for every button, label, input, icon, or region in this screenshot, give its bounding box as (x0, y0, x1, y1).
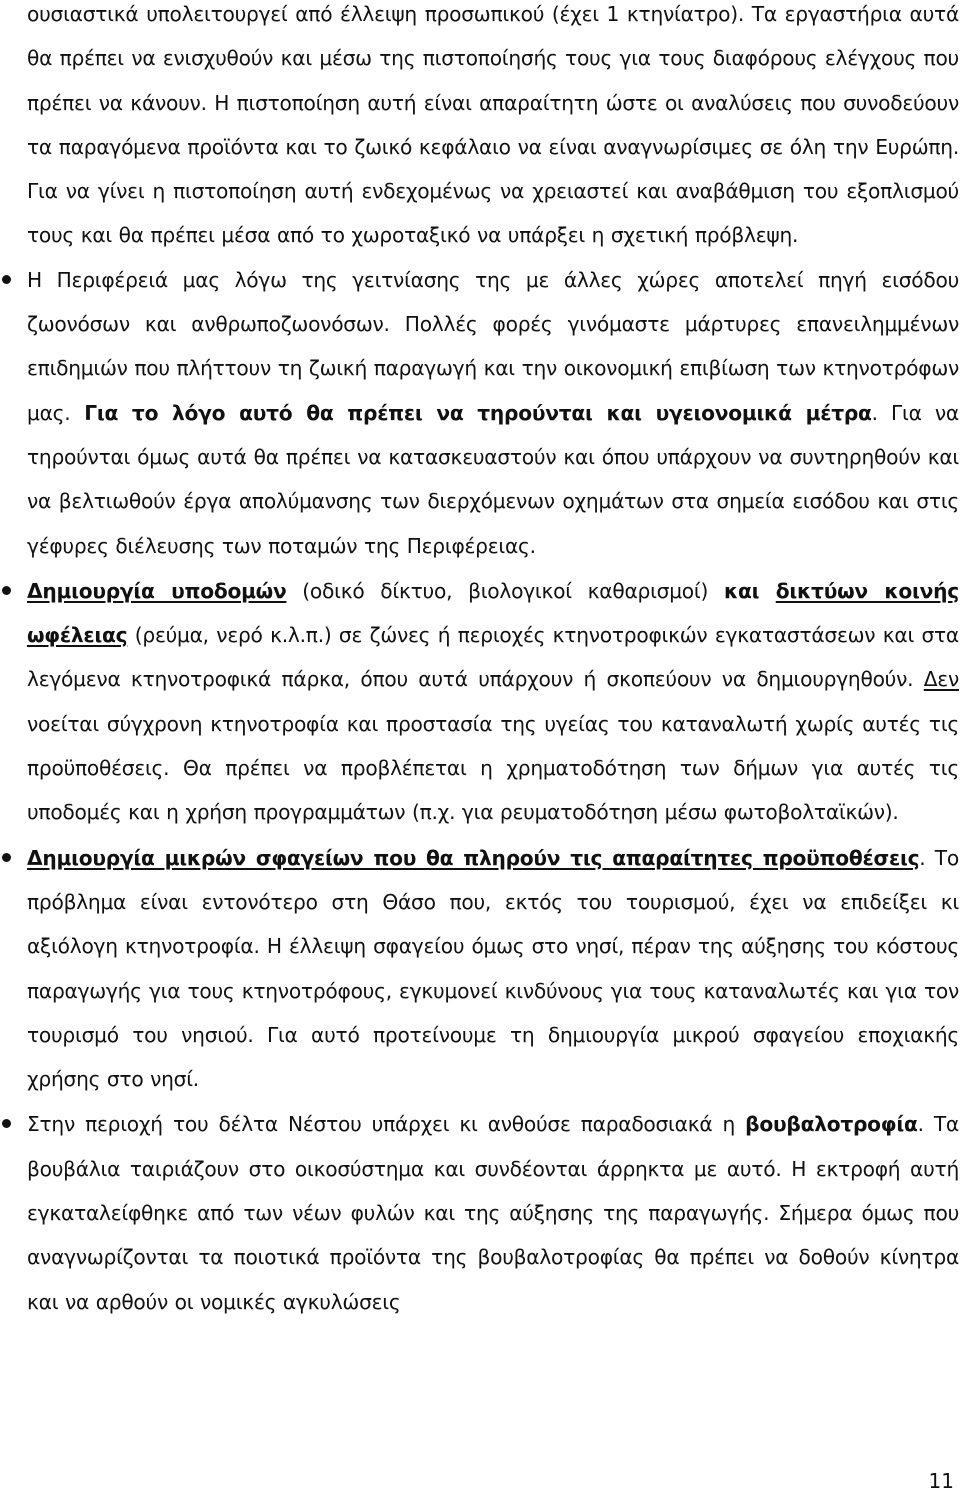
paragraph-text: Η Περιφέρειά μας λόγω της γειτνίασης της με άλλες χώρες αποτελεί πηγή εισόδου ζωονόσων και ανθρωποζωονόσων. Πολλές φορές γινόμαστε μάρτυρες επανειλημμένων επιδημιών που πλήττουν τη ζωική παραγωγή και την οικονομική επιβίωση των κτηνοτρόφων μας. (27, 267, 959, 425)
bold-text: και (723, 578, 776, 603)
bullet-paragraph (27, 258, 959, 568)
underlined-text: Δεν (923, 667, 959, 692)
paragraph-text: (ρεύμα, νερό κ.λ.π.) σε ζώνες ή περιοχές κτηνοτροφικών εγκαταστάσεων και στα λεγόμενα κτηνοτροφικά πάρκα, όπου αυτά υπάρχουν ή σκοπεύουν να δημιουργηθούν. (27, 623, 959, 692)
document-page (27, 0, 959, 1324)
bullet-icon (2, 586, 11, 595)
bold-underlined-text: δικτύων κοινής ωφέλειας (27, 578, 959, 648)
bullet-paragraph (27, 569, 959, 835)
bullet-icon (2, 275, 11, 284)
paragraph-text: . Το πρόβλημα είναι εντονότερο στη Θάσο που, εκτός του τουρισμού, έχει να επιδείξει κι αξιόλογη κτηνοτροφία. Η έλλειψη σφαγείου όμως στο νησί, πέραν της αύξησης του κόστους παραγωγής για τους κτηνοτρόφους, εγκυμονεί κινδύνους για τους καταναλωτές και για τον τουρισμό του νησιού. Για αυτό προτείνουμε τη δημιουργία μικρού σφαγείου εποχιακής χρήσης στο νησί. (27, 845, 959, 1092)
bold-underlined-text: Δημιουργία υποδομών (27, 578, 287, 603)
bullet-item-slaughterhouses (27, 836, 959, 1102)
bullet-item-zoonoses (27, 258, 959, 568)
bullet-icon (2, 853, 11, 862)
bullet-item-infrastructure (27, 569, 959, 835)
paragraph-text: ουσιαστικά υπολειτουργεί από έλλειψη προσωπικού (έχει 1 κτηνίατρο). Τα εργαστήρια αυτά θα πρέπει να ενισχυθούν και μέσω της πιστοποίησής τους για τους διαφόρους ελέγχους που πρέπει να κάνουν. Η πιστοποίηση αυτή είναι απαραίτητη ώστε οι αναλύσεις που συνοδεύουν τα παραγόμενα προϊόντα και το ζωικό κεφάλαιο να είναι αναγνωρίσιμες σε όλη την Ευρώπη. Για να γίνει η πιστοποίηση αυτή ενδεχομένως να χρειαστεί και αναβάθμιση του εξοπλισμού τους και θα πρέπει μέσα από το χωροταξικό να υπάρξει η σχετική πρόβλεψη. (27, 2, 959, 248)
bullet-paragraph (27, 836, 959, 1102)
bullet-item-buffalo-farming (27, 1102, 959, 1323)
bullet-icon (2, 1119, 11, 1128)
paragraph-text: Στην περιοχή του δέλτα Νέστου υπάρχει κι ανθούσε παραδοσιακά η (27, 1112, 746, 1137)
bold-text: Για το λόγο αυτό θα πρέπει να τηρούνται και υγειονομικά μέτρα (70, 400, 872, 425)
bold-underlined-text: Δημιουργία μικρών σφαγείων που θα πληρούν τις απαραίτητες προϋποθέσεις (27, 845, 920, 870)
bullet-paragraph (27, 1102, 959, 1323)
page-number: 11 (928, 1469, 954, 1493)
paragraph-text: νοείται σύγχρονη κτηνοτροφία και προστασία της υγείας του καταναλωτή χωρίς αυτές τις προϋποθέσεις. Θα πρέπει να προβλέπεται η χρηματοδότηση των δήμων για αυτές τις υποδομές και η χρήση προγραμμάτων (π.χ. για ρευματοδότηση μέσω φωτοβολταϊκών). (27, 711, 959, 825)
paragraph-text: . Τα βουβάλια ταιριάζουν στο οικοσύστημα και συνδέονται άρρηκτα με αυτό. Η εκτροφή αυτή εγκαταλείφθηκε από των νέων φυλών και της αύξησης της παραγωγής. Σήμερα όμως που αναγνωρίζονται τα ποιοτικά προϊόντα της βουβαλοτροφίας θα πρέπει να δοθούν κίνητρα και να αρθούν οι νομικές αγκυλώσεις (27, 1112, 959, 1314)
bullet-list (27, 258, 959, 1324)
bold-text: βουβαλοτροφία (745, 1112, 918, 1137)
paragraph-text: (οδικό δίκτυο, βιολογικοί καθαρισμοί) (286, 578, 724, 603)
paragraph-text: . Για να τηρούνται όμως αυτά θα πρέπει να κατασκευαστούν και όπου υπάρχουν να συντηρηθούν και να βελτιωθούν έργα απολύμανσης των διερχόμενων οχημάτων στα σημεία εισόδου και στις γέφυρες διέλευσης των ποταμών της Περιφέρειας. (27, 400, 959, 558)
continued-paragraph (27, 0, 959, 258)
